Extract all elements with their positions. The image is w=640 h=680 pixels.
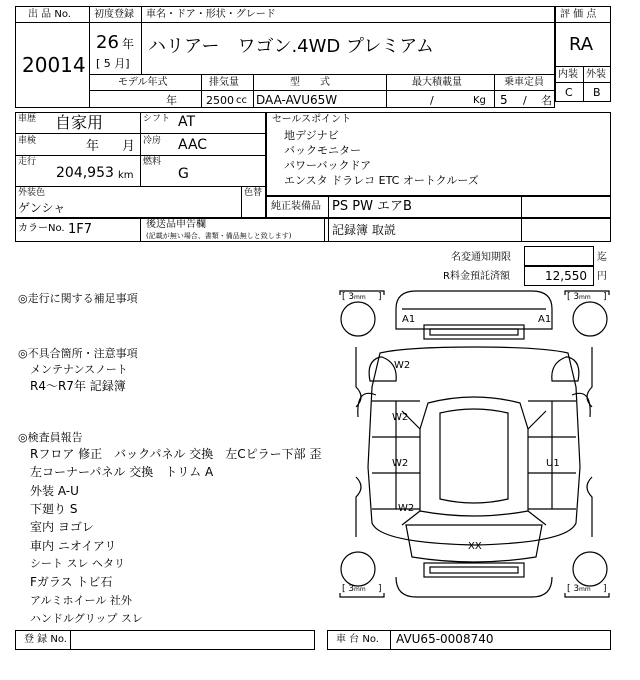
tire-tag-unit: mm (354, 294, 366, 301)
recycle-unit: 円 (597, 271, 607, 282)
damage-mark: A1 (402, 314, 416, 325)
tire-tag-unit: mm (579, 586, 591, 593)
car-diagram-svg (336, 287, 613, 602)
lot-label: 出 品 No. (28, 9, 71, 20)
model-year-label: モデル年式 (118, 77, 168, 88)
damage-mark: W2 (392, 458, 409, 469)
inspection-label: 車検 (18, 136, 37, 146)
inspector-line: 車内 ニオイアリ (30, 539, 117, 553)
shift-value: AT (178, 114, 196, 130)
aftermarket-note: (記載が無い場合、書類・備品無しと致します) (146, 232, 292, 240)
first-reg-label: 初度登録 (94, 9, 134, 20)
inspector-line: Rフロア 修正 バックパネル 交換 左Cピラー下部 歪 (30, 447, 322, 461)
color-no-label: カラーNo. (18, 223, 65, 234)
first-reg-month: [ 5 月] (96, 57, 130, 70)
exterior-color-label: 外装色 (18, 188, 46, 198)
inspection-year: 年 (86, 139, 100, 154)
damage-mark: W2 (394, 360, 411, 371)
chassis-label: 車 台 No. (336, 634, 379, 645)
displacement-label: 排気量 (209, 77, 239, 88)
sales-points-label: セールスポイント (272, 114, 352, 125)
mileage-unit: km (118, 170, 134, 181)
inspector-line: 外装 A-U (30, 484, 79, 498)
mileage-value: 204,953 (56, 165, 114, 181)
damage-mark: U1 (546, 458, 560, 469)
type-label: 型 式 (290, 77, 330, 88)
aftermarket-label: 後送品申告欄 (146, 219, 206, 230)
sales-point-item: エンスタ ドラレコ ETC オートクルーズ (284, 174, 479, 187)
history-value: 自家用 (55, 113, 104, 132)
inspector-line: 下廻り S (30, 502, 78, 516)
tire-tag: [ 3 (567, 584, 580, 594)
deadline-field (524, 246, 594, 266)
tire-tag-unit: mm (579, 294, 591, 301)
lot-number: 20014 (22, 53, 86, 77)
inspector-line: 室内 ヨゴレ (30, 520, 94, 534)
damage-mark: A1 (538, 314, 552, 325)
inspector-title: ◎検査員報告 (18, 431, 83, 444)
car-name-label: 車名・ドア・形状・グレード (146, 9, 276, 20)
history-label: 車歴 (18, 114, 37, 124)
driving-title: ◎走行に関する補足事項 (18, 292, 138, 305)
first-reg-year: 26 (96, 32, 119, 53)
inspector-line: ハンドルグリップ スレ (30, 612, 143, 625)
year-unit: 年 (122, 37, 135, 51)
max-load-value: / (430, 94, 434, 107)
tire-tag-unit: mm (354, 586, 366, 593)
shift-label: シフト (143, 114, 171, 124)
inspector-line: シート スレ ヘタリ (30, 557, 125, 570)
fuel-label: 燃料 (143, 157, 162, 167)
tire-tag: [ 3 (342, 584, 355, 594)
chassis-value: AVU65-0008740 (396, 632, 494, 646)
inspector-line: 左コーナーパネル 交換 トリム A (30, 465, 214, 479)
rating-label: 評 価 点 (560, 9, 597, 20)
color-no-value: 1F7 (68, 222, 93, 237)
defects-line: R4～R7年 記録簿 (30, 379, 126, 393)
interior-label: 内装 (558, 69, 578, 80)
inspector-line: Fガラス トビ石 (30, 575, 113, 589)
sales-point-item: 地デジナビ (284, 129, 339, 142)
ac-value: AAC (178, 137, 208, 153)
color-change-label: 色替 (244, 188, 263, 198)
inspector-line: アルミホイール 社外 (30, 594, 132, 607)
equipment-value: PS PW エアB (332, 199, 412, 214)
defects-title: ◎不具合箇所・注意事項 (18, 347, 138, 360)
exterior-label: 外装 (586, 69, 606, 80)
recycle-value: 12,550 (545, 269, 587, 283)
displacement-value: 2500 (206, 94, 234, 107)
exterior-grade: B (593, 86, 601, 99)
tire-tag: [ 3 (342, 292, 355, 302)
rating-score: RA (569, 34, 594, 55)
capacity-sep: / (523, 94, 527, 107)
ac-label: 冷房 (143, 136, 162, 146)
damage-mark: W2 (392, 412, 409, 423)
interior-grade: C (565, 86, 573, 99)
tire-tag: [ 3 (567, 292, 580, 302)
exterior-color-value: ゲンシャ (18, 201, 66, 215)
inspection-month: 月 (122, 139, 136, 154)
defects-line: メンテナンスノート (30, 363, 128, 376)
tire-tag-end: ] (378, 584, 382, 594)
reg-no-label: 登 録 No. (24, 634, 67, 645)
sales-point-item: パワーバックドア (284, 159, 372, 172)
capacity-unit: 名 (541, 94, 552, 107)
tire-tag-end: ] (603, 584, 607, 594)
displacement-unit: cc (236, 95, 247, 106)
damage-mark: XX (468, 541, 482, 552)
car-diagram (336, 287, 613, 602)
type-value: DAA-AVU65W (256, 93, 338, 107)
capacity-label: 乗車定員 (504, 77, 544, 88)
tire-tag-end: ] (378, 292, 382, 302)
mileage-label: 走行 (18, 157, 37, 167)
damage-mark: W2 (398, 503, 415, 514)
model-year-unit: 年 (166, 94, 177, 107)
fuel-value: G (178, 166, 189, 182)
max-load-unit: Kg (473, 95, 486, 106)
sales-point-item: バックモニター (284, 144, 361, 157)
car-name: ハリアー ワゴン.4WD プレミアム (148, 36, 435, 57)
deadline-label: 名変通知期限 (451, 252, 511, 263)
equipment-label: 純正装備品 (271, 201, 321, 212)
records-value: 記録簿 取説 (332, 223, 396, 237)
deadline-unit: 迄 (597, 252, 607, 263)
tire-tag-end: ] (603, 292, 607, 302)
max-load-label: 最大積載量 (412, 77, 462, 88)
recycle-label: R料金預託済額 (443, 271, 510, 282)
capacity-value: 5 (500, 93, 508, 107)
